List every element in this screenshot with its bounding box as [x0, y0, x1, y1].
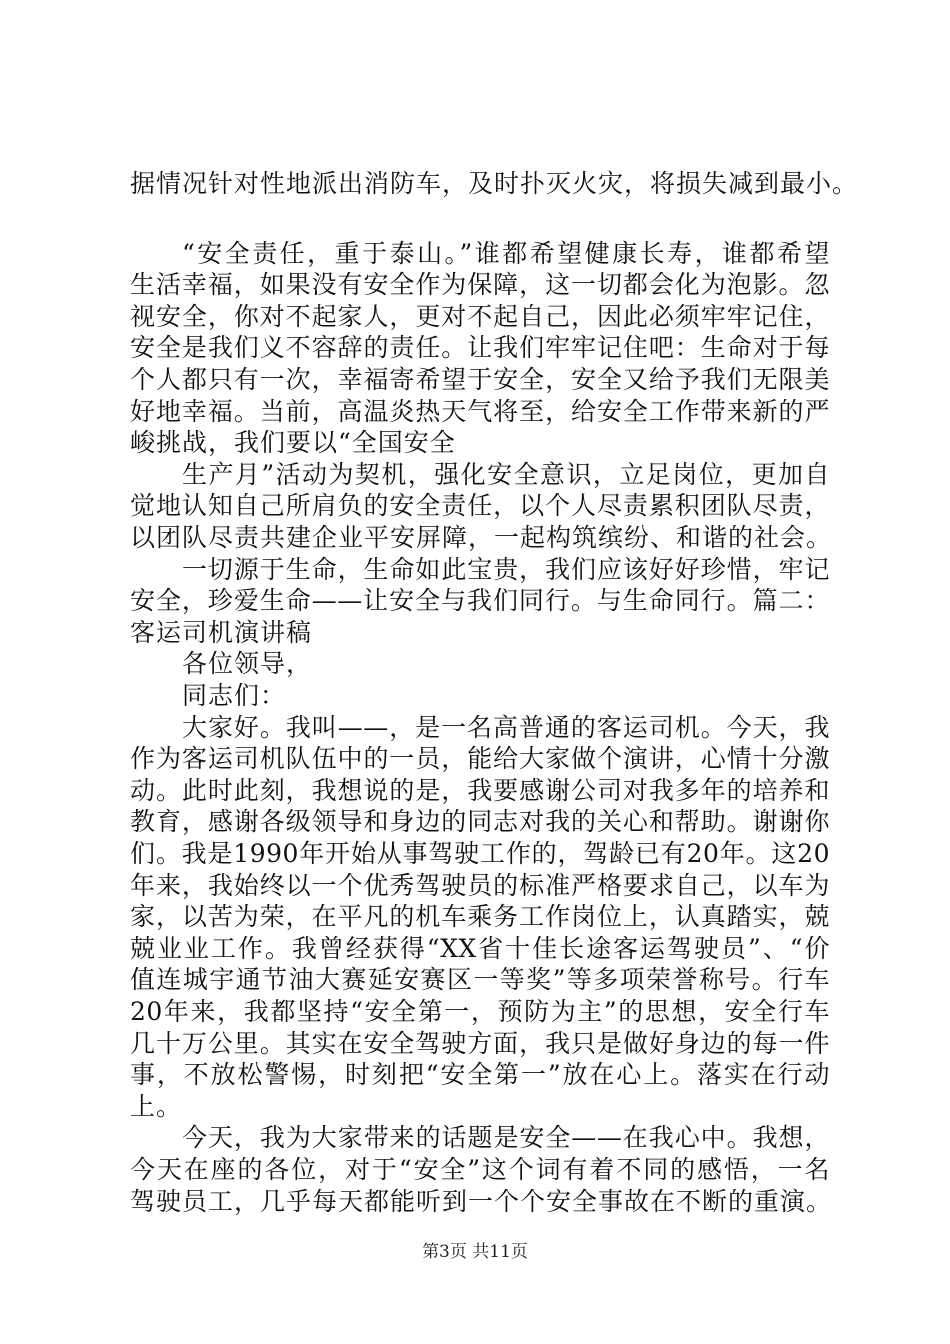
- text-line-32: 驾驶员工，几乎每天都能听到一个个安全事故在不断的重演。: [130, 1187, 833, 1216]
- text-line-13: 安全，珍爱生命——让安全与我们同行。与生命同行。篇二：: [130, 586, 830, 615]
- text-line-8: 峻挑战，我们要以“全国安全: [130, 428, 456, 457]
- text-line-9: 生产月”活动为契机，强化安全意识，立足岗位，更加自: [182, 460, 830, 489]
- text-line-22: 年来，我始终以一个优秀驾驶员的标准严格要求自己，以车为: [130, 871, 830, 900]
- text-line-12: 一切源于生命，生命如此宝贵，我们应该好好珍惜，牢记: [182, 555, 830, 584]
- text-line-30: 今天，我为大家带来的话题是安全——在我心中。我想，: [182, 1123, 830, 1152]
- text-line-29: 上。: [130, 1092, 183, 1121]
- text-line-4: 视安全，你对不起家人，更对不起自己，因此必须牢牢记住，: [130, 302, 830, 331]
- text-line-3: 生活幸福，如果没有安全作为保障，这一切都会化为泡影。忽: [130, 270, 830, 299]
- text-line-18: 作为客运司机队伍中的一员，能给大家做个演讲，心情十分激: [130, 744, 830, 773]
- text-line-23: 家，以苦为荣，在平凡的机车乘务工作岗位上，认真踏实，兢: [130, 902, 830, 931]
- page-footer: 第3页 共11页: [422, 1242, 528, 1262]
- text-line-1: 据情况针对性地派出消防车，及时扑灭火灾，将损失减到最小。: [130, 169, 859, 198]
- text-line-5: 安全是我们义不容辞的责任。让我们牢牢记住吧：生命对于每: [130, 333, 830, 362]
- text-line-17: 大家好。我叫——，是一名高普通的客运司机。今天，我: [182, 713, 830, 742]
- text-line-14: 客运司机演讲稿: [130, 618, 313, 647]
- text-line-6: 个人都只有一次，幸福寄希望于安全，安全又给予我们无限美: [130, 365, 830, 394]
- text-line-21: 们。我是1990年开始从事驾驶工作的，驾龄已有20年。这20: [130, 839, 830, 868]
- text-line-2: “安全责任，重于泰山。”谁都希望健康长寿，谁都希望: [182, 239, 830, 268]
- text-line-24: 兢业业工作。我曾经获得“XX省十佳长途客运驾驶员”、“价: [130, 934, 830, 963]
- text-line-28: 事，不放松警惕，时刻把“安全第一”放在心上。落实在行动: [130, 1060, 830, 1089]
- text-line-10: 觉地认知自己所肩负的安全责任，以个人尽责累积团队尽责，: [130, 491, 830, 520]
- text-line-31: 今天在座的各位，对于“安全”这个词有着不同的感悟，一名: [130, 1155, 830, 1184]
- text-line-25: 值连城宇通节油大赛延安赛区一等奖”等多项荣誉称号。行车: [130, 965, 830, 994]
- text-line-7: 好地幸福。当前，高温炎热天气将至，给安全工作带来新的严: [130, 397, 830, 426]
- text-line-11: 以团队尽责共建企业平安屏障，一起构筑缤纷、和谐的社会。: [130, 523, 833, 552]
- text-line-19: 动。此时此刻，我想说的是，我要感谢公司对我多年的培养和: [130, 776, 830, 805]
- text-line-15: 各位领导，: [182, 649, 313, 678]
- text-line-16: 同志们：: [182, 681, 287, 710]
- text-line-20: 教育，感谢各级领导和身边的同志对我的关心和帮助。谢谢你: [130, 807, 830, 836]
- text-line-27: 几十万公里。其实在安全驾驶方面，我只是做好身边的每一件: [130, 1029, 830, 1058]
- text-line-26: 20年来，我都坚持“安全第一，预防为主”的思想，安全行车: [130, 997, 830, 1026]
